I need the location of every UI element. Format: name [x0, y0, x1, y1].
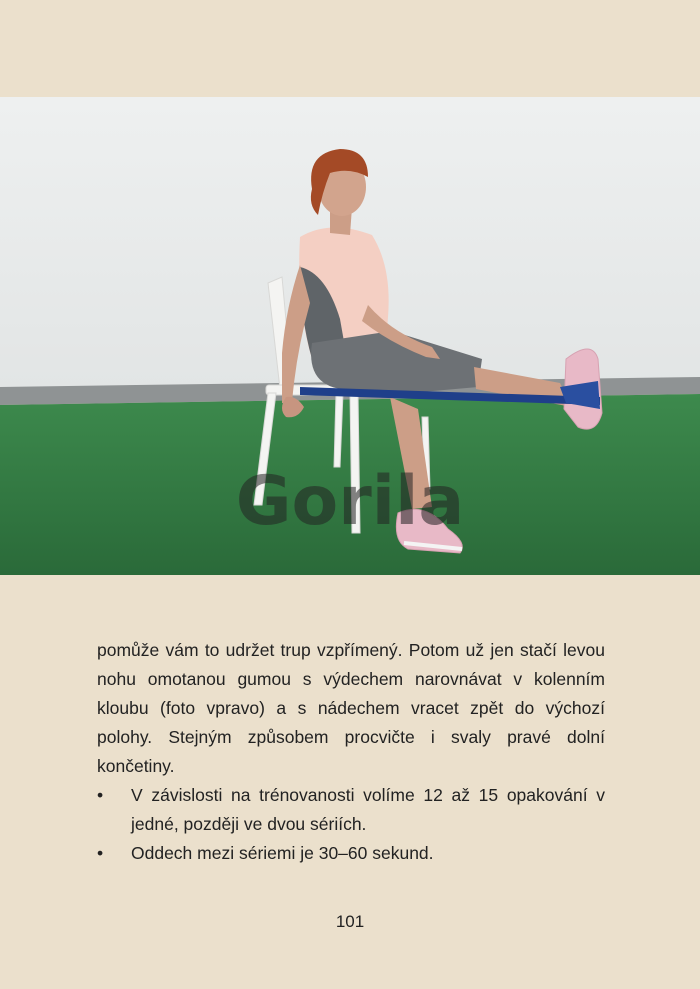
bullet-icon: • [97, 843, 104, 863]
body-text [97, 636, 605, 868]
exercise-photo [0, 97, 700, 575]
list-item-text: Oddech mezi sériemi je 30–60 sekund. [131, 843, 434, 863]
list-item [97, 839, 605, 868]
bullet-icon: • [97, 785, 104, 805]
paragraph: pomůže vám to udržet trup vzpřímený. Potom už jen stačí levou nohu omotanou gumou s výdechem narovnávat v kolenním kloubu (foto vpravo) a s nádechem vracet zpět do výchozí polohy. Stejným způsobem procvičte i svaly pravé dolní končetiny. [97, 640, 605, 776]
list-item-text: V závislosti na trénovanosti volíme 12 až 15 opakování v jedné, později ve dvou sériích. [131, 785, 605, 834]
bullet-list [97, 781, 605, 868]
list-item [97, 781, 605, 839]
watermark-text: Gorila [235, 462, 465, 541]
page-number: 101 [335, 912, 365, 931]
